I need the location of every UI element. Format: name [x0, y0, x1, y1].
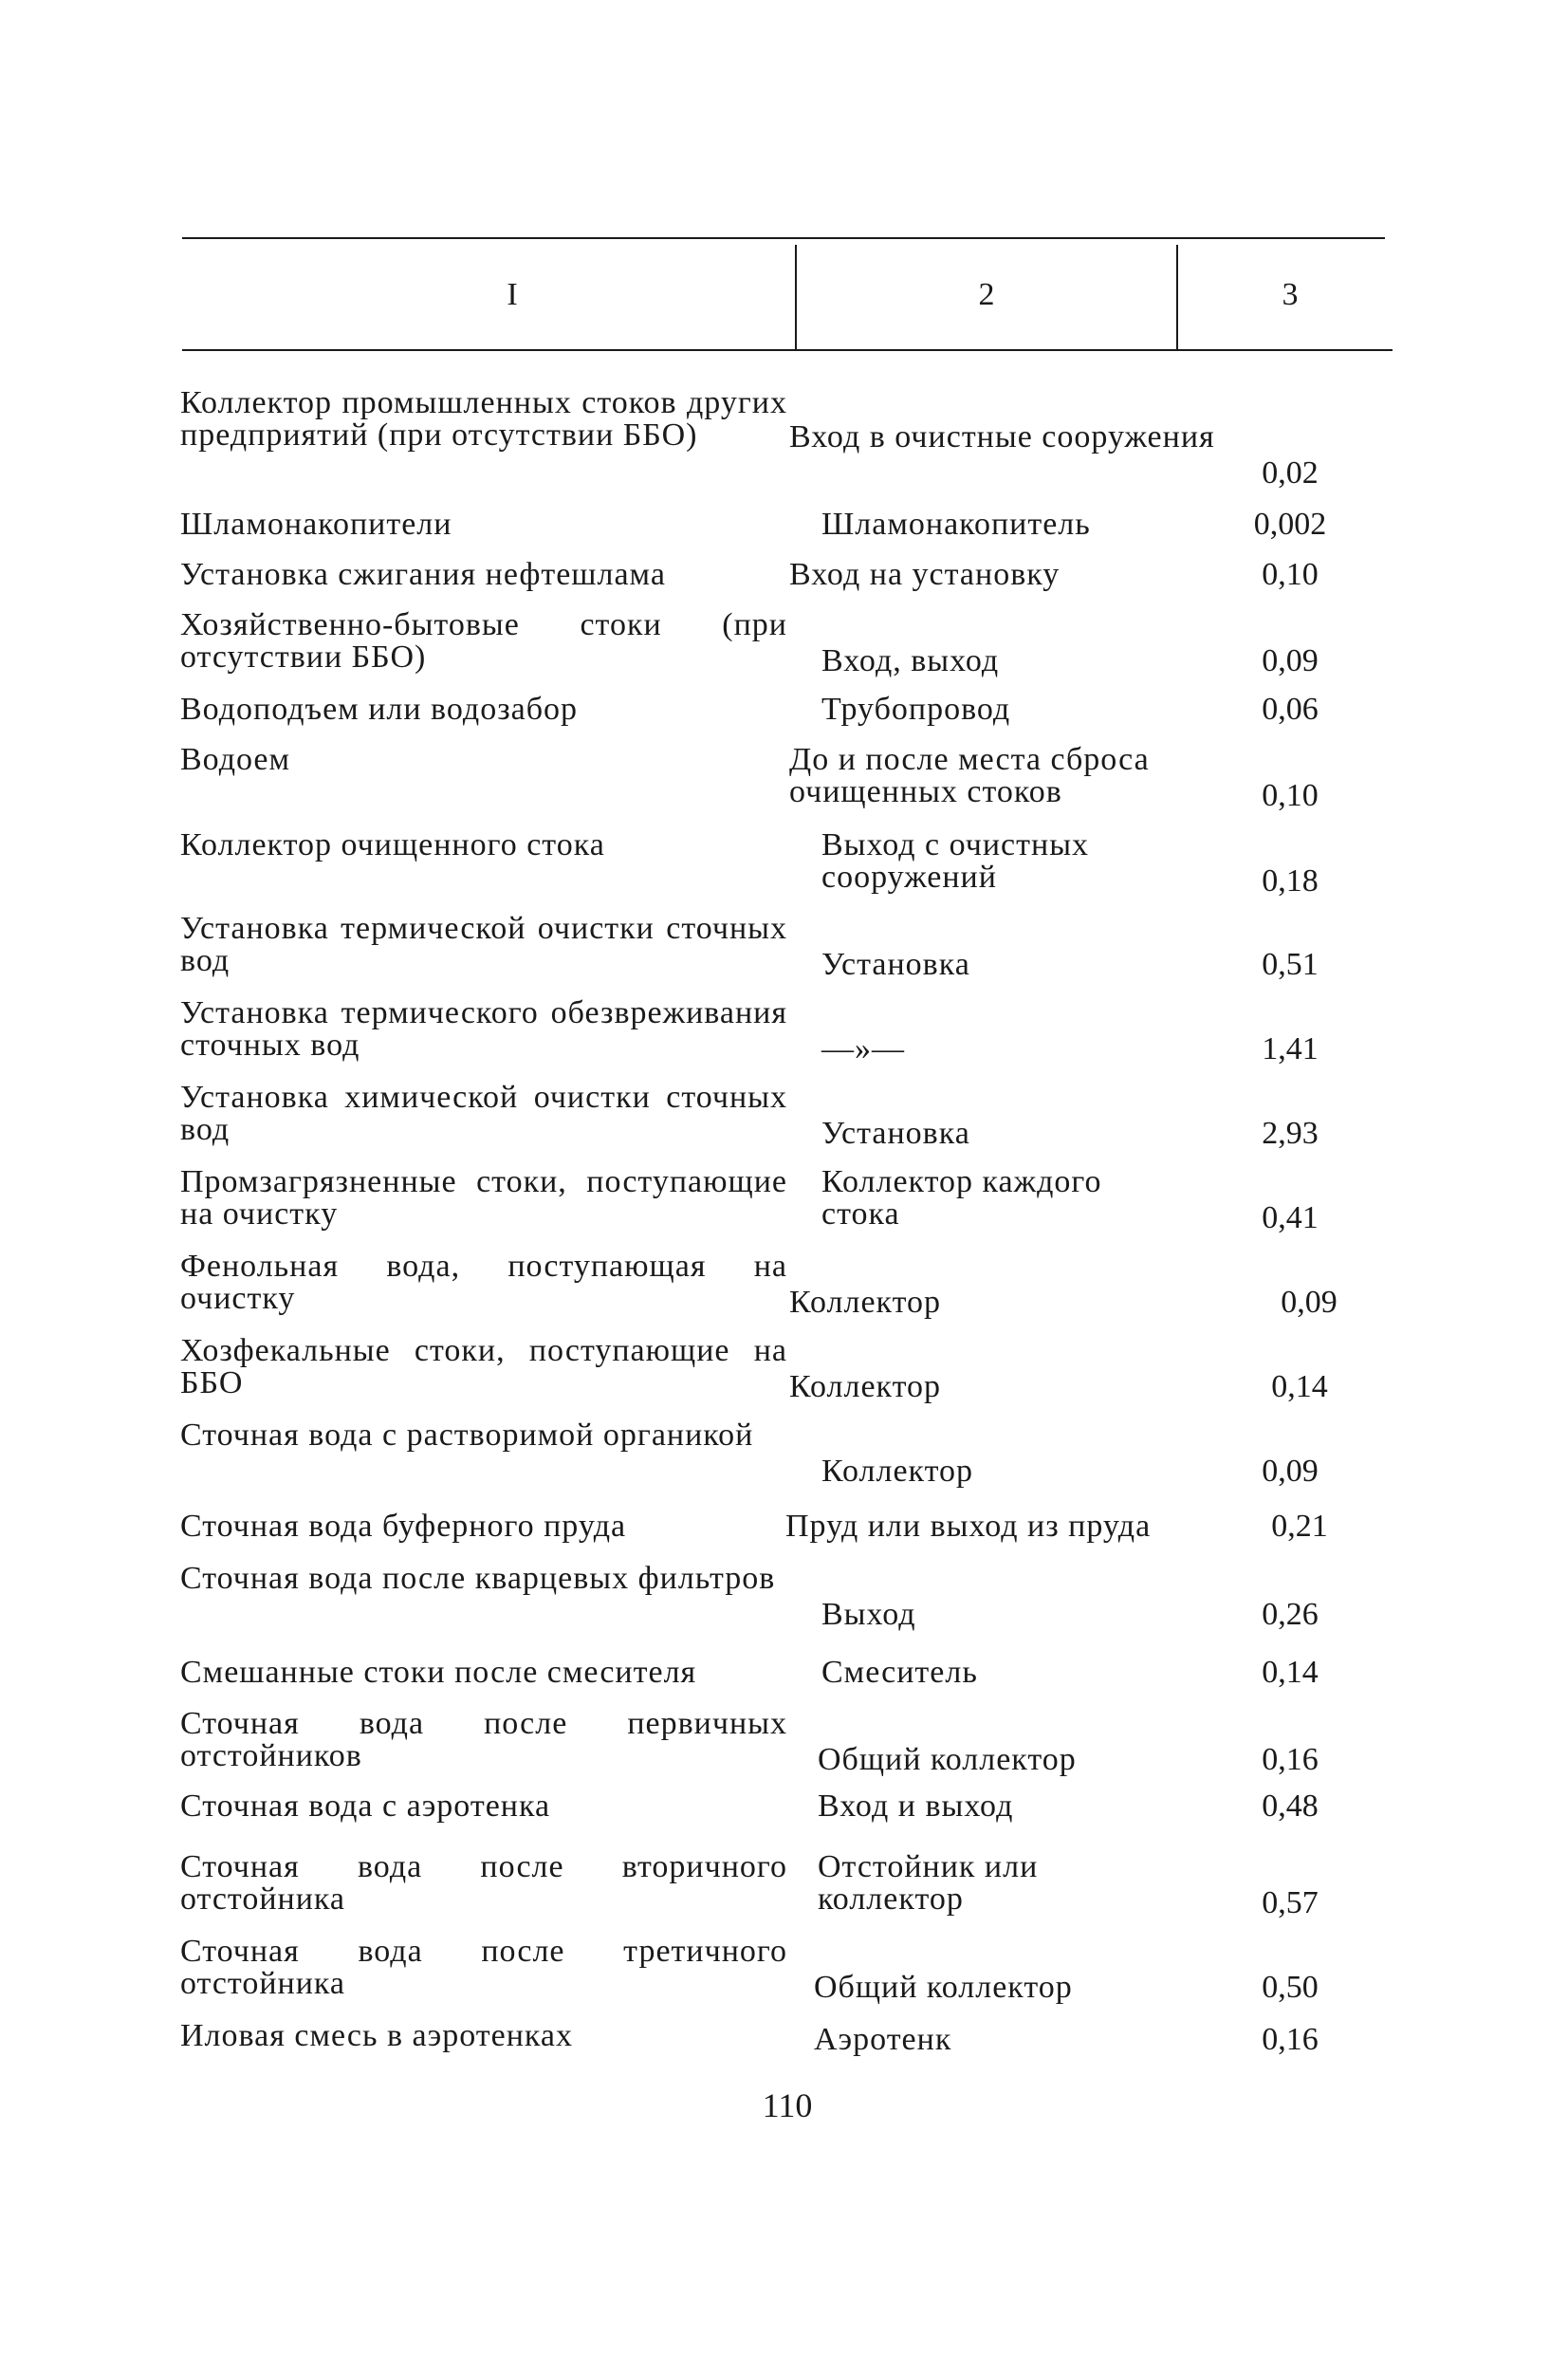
- header-top-rule: [182, 237, 1385, 239]
- row-value: 0,51: [1262, 947, 1319, 982]
- row-object: Смешанные стоки после смесителя: [180, 1655, 697, 1690]
- row-object: Сточная вода после третичного отстойника: [180, 1934, 787, 2001]
- row-place: Выход с очистных сооружений: [821, 827, 1090, 895]
- row-value: 0,26: [1262, 1597, 1319, 1632]
- row-object: Сточная вода после первичных отстойников: [180, 1706, 787, 1773]
- row-object: Шламонакопители: [180, 507, 452, 542]
- row-place: Общий коллектор: [814, 1970, 1073, 2005]
- row-value: 0,002: [1253, 507, 1327, 542]
- row-object: Установка химической очистки сточных вод: [180, 1080, 787, 1147]
- row-object: Установка термического обезвреживания сточных вод: [180, 995, 787, 1063]
- row-value: 0,09: [1281, 1285, 1337, 1320]
- row-place: Выход: [821, 1597, 916, 1632]
- row-place: Шламонакопитель: [821, 507, 1091, 542]
- row-place: Коллектор: [789, 1285, 942, 1320]
- row-object: Хозяйственно-бытовые стоки (при отсутствии ББО): [180, 607, 787, 675]
- row-object: Сточная вода после кварцевых фильтров: [180, 1561, 776, 1596]
- row-value: 0,02: [1262, 455, 1319, 491]
- row-value: 0,10: [1262, 778, 1319, 813]
- row-object: Промзагрязненные стоки, поступающие на очистку: [180, 1164, 787, 1232]
- row-value: 0,14: [1271, 1369, 1328, 1404]
- row-value: 0,06: [1262, 692, 1319, 727]
- row-place: Коллектор каждого стока: [821, 1164, 1102, 1232]
- header-divider-2: [1176, 245, 1178, 349]
- row-place: Аэротенк: [814, 2022, 952, 2057]
- row-place: —»—: [821, 1031, 905, 1066]
- row-place: Установка: [821, 947, 970, 982]
- row-value: 0,48: [1262, 1789, 1319, 1824]
- row-value: 0,57: [1262, 1885, 1319, 1920]
- row-object: Сточная вода после вторичного отстойника: [180, 1849, 787, 1917]
- row-place: Вход в очистные сооружения: [789, 419, 1215, 454]
- row-place: Трубопровод: [821, 692, 1011, 727]
- row-object: Коллектор промышленных стоков других предприятий (при отсутствии ББО): [180, 385, 787, 453]
- row-place: Коллектор: [821, 1454, 974, 1489]
- row-object: Сточная вода буферного пруда: [180, 1509, 627, 1544]
- row-value: 2,93: [1262, 1116, 1319, 1151]
- row-place: Вход на установку: [789, 557, 1061, 592]
- row-place: Установка: [821, 1116, 970, 1151]
- row-place: Отстойник или коллектор: [818, 1849, 1039, 1917]
- column-header-3: 3: [1282, 277, 1299, 312]
- row-place: Пруд или выход из пруда: [785, 1509, 1152, 1544]
- row-value: 1,41: [1262, 1031, 1319, 1066]
- row-value: 0,16: [1262, 1742, 1319, 1777]
- row-object: Водоем: [180, 742, 291, 777]
- row-place: Смеситель: [821, 1655, 978, 1690]
- row-place: Вход, выход: [821, 643, 1000, 678]
- row-value: 0,18: [1262, 863, 1319, 899]
- row-value: 0,09: [1262, 1454, 1319, 1489]
- column-header-2: 2: [978, 277, 995, 312]
- row-value: 0,50: [1262, 1970, 1319, 2005]
- row-place: Вход и выход: [818, 1789, 1014, 1824]
- row-place: Коллектор: [789, 1369, 942, 1404]
- row-value: 0,09: [1262, 643, 1319, 678]
- row-object: Водоподъем или водозабор: [180, 692, 579, 727]
- row-value: 0,14: [1262, 1655, 1319, 1690]
- row-place: До и после места сброса очищенных стоков: [789, 742, 1150, 809]
- header-divider-1: [795, 245, 797, 349]
- row-place: Общий коллектор: [818, 1742, 1077, 1777]
- row-object: Фенольная вода, поступающая на очистку: [180, 1249, 787, 1316]
- page-number: 110: [762, 2086, 813, 2124]
- row-value: 0,41: [1262, 1200, 1319, 1235]
- row-value: 0,21: [1271, 1509, 1328, 1544]
- column-header-1: I: [507, 277, 518, 312]
- row-value: 0,10: [1262, 557, 1319, 592]
- row-object: Коллектор очищенного стока: [180, 827, 605, 862]
- row-object: Сточная вода с растворимой органикой: [180, 1418, 754, 1453]
- header-bottom-rule: [182, 349, 1393, 351]
- row-object: Иловая смесь в аэротенках: [180, 2018, 574, 2053]
- row-object: Сточная вода с аэротенка: [180, 1789, 551, 1824]
- row-object: Установка термической очистки сточных вод: [180, 911, 787, 978]
- row-value: 0,16: [1262, 2022, 1319, 2057]
- row-object: Хозфекальные стоки, поступающие на ББО: [180, 1333, 787, 1400]
- row-object: Установка сжигания нефтешлама: [180, 557, 666, 592]
